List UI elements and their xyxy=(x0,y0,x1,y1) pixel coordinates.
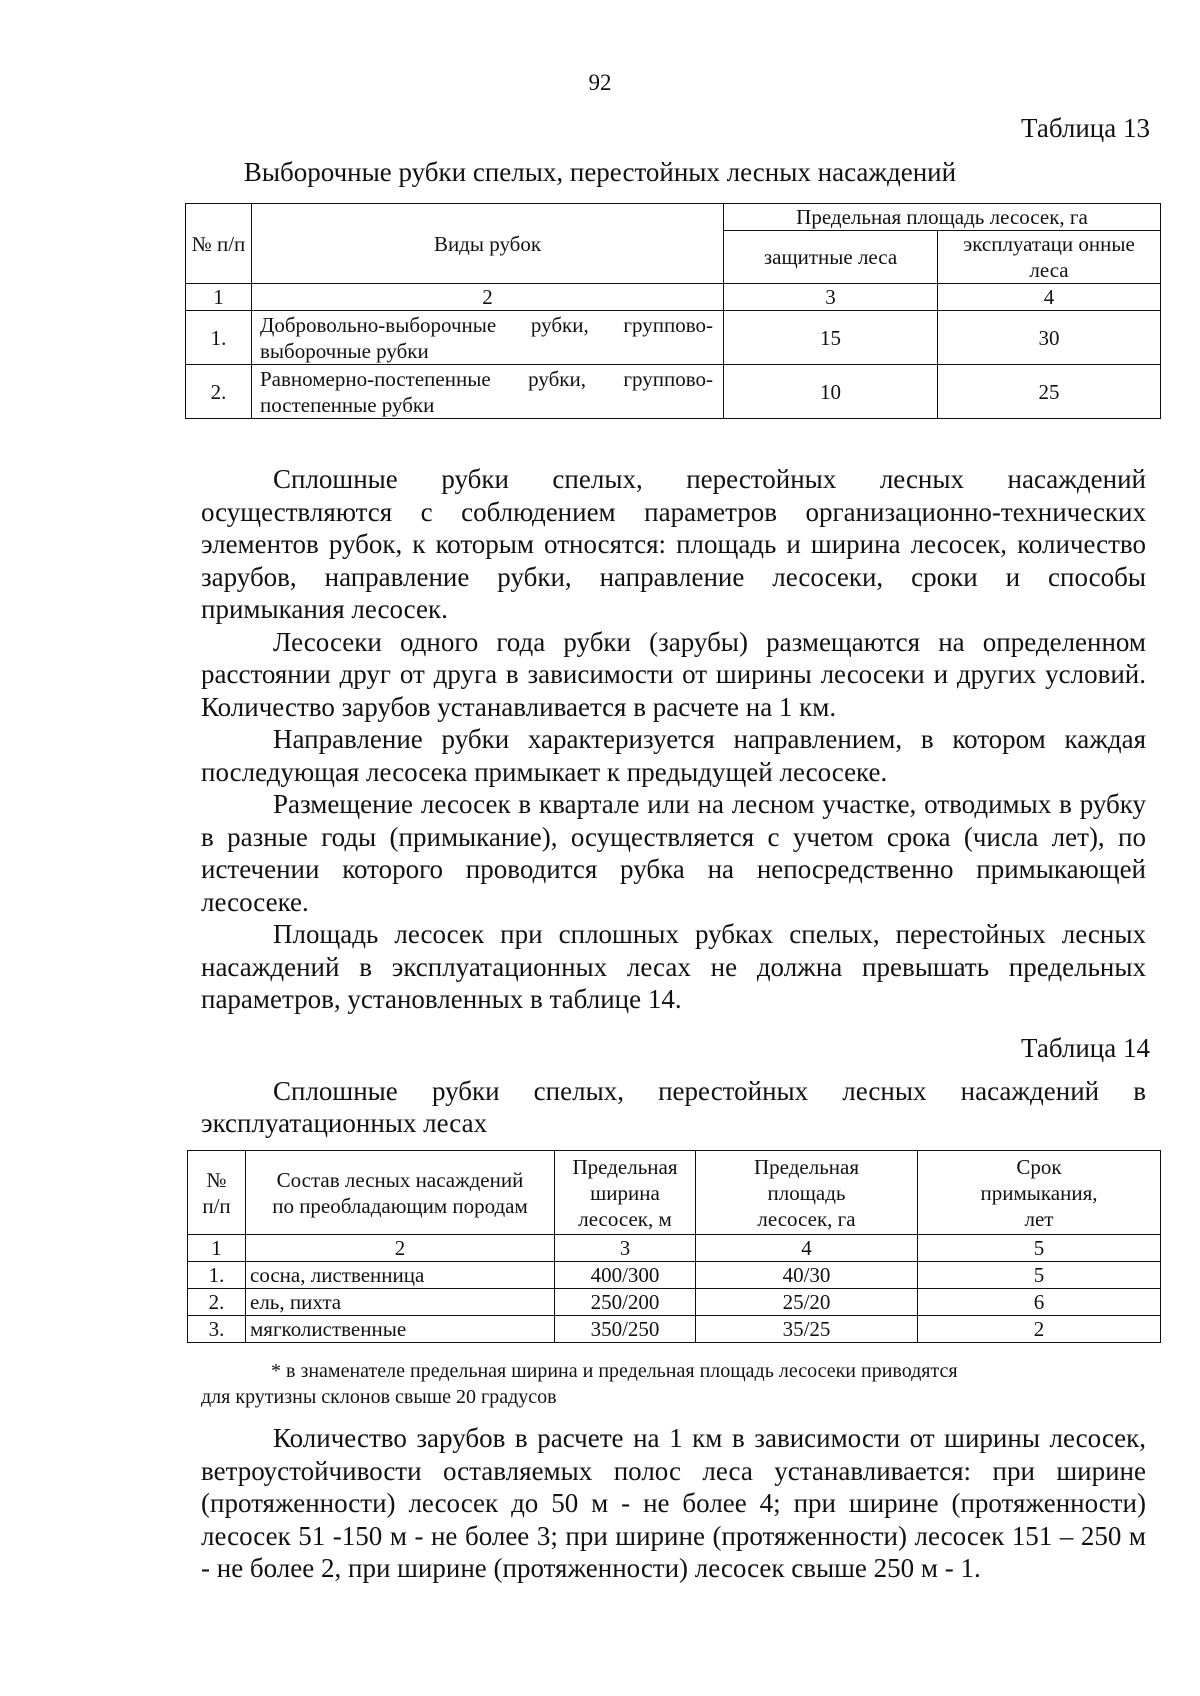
table-13-header-num: № п/п xyxy=(186,204,252,284)
table-13-header-exploitation: эксплуатаци онные леса xyxy=(938,231,1161,284)
table-14-cell-width: 400/300 xyxy=(555,1262,696,1289)
table-13-index-cell: 4 xyxy=(938,284,1161,311)
table-14-cell-term: 5 xyxy=(918,1262,1161,1289)
table-14-cell-composition: сосна, лиственница xyxy=(246,1262,555,1289)
table-14-index-cell: 2 xyxy=(246,1235,555,1262)
table-14-index-cell: 4 xyxy=(696,1235,918,1262)
table-14-cell-width: 250/200 xyxy=(555,1289,696,1316)
table-14-cell-area: 35/25 xyxy=(696,1316,918,1343)
table-14-header-num: № п/п xyxy=(188,1151,246,1235)
table-13-header-area-group: Предельная площадь лесосек, га xyxy=(724,204,1161,231)
table-row xyxy=(186,365,1161,419)
main-text xyxy=(201,463,1146,1016)
table-13-cell-exploitation: 30 xyxy=(938,311,1161,365)
table-row xyxy=(188,1316,1161,1343)
table-13-cell-exploitation: 25 xyxy=(938,365,1161,419)
table-13-index-cell: 2 xyxy=(252,284,724,311)
table-13-index-cell: 1 xyxy=(186,284,252,311)
table-13-cell-num: 1. xyxy=(186,311,252,365)
table-14-cell-term: 6 xyxy=(918,1289,1161,1316)
table-13-cell-protective: 10 xyxy=(724,365,938,419)
paragraph: Лесосеки одного года рубки (зарубы) размещаются на определенном расстоянии друг от друга в зависимости от ширины лесосеки и других условий. Количество зарубов устанавливается в расчете на 1 км. xyxy=(201,626,1146,722)
paragraph: Площадь лесосек при сплошных рубках спелых, перестойных лесных насаждений в эксплуатационных лесах не должна превышать предельных параметров, установленных в таблице 14. xyxy=(201,919,1146,1014)
table-13-cell-type: Добровольно-выборочные рубки, группово-выборочные рубки xyxy=(252,311,724,365)
table-14-header-width: Предельная ширина лесосек, м xyxy=(555,1151,696,1235)
table-13-cell-num: 2. xyxy=(186,365,252,419)
table-14-cell-area: 40/30 xyxy=(696,1262,918,1289)
table-14-cell-area: 25/20 xyxy=(696,1289,918,1316)
table-13-index-cell: 3 xyxy=(724,284,938,311)
table-14-cell-width: 350/250 xyxy=(555,1316,696,1343)
table-row xyxy=(186,311,1161,365)
table-14-label: Таблица 14 xyxy=(1021,1033,1150,1063)
table-14-cell-composition: ель, пихта xyxy=(246,1289,555,1316)
table-14-index-cell: 5 xyxy=(918,1235,1161,1262)
table-13-label: Таблица 13 xyxy=(1021,113,1150,143)
table-13-cell-type: Равномерно-постепенные рубки, группово-постепенные рубки xyxy=(252,365,724,419)
page-number: 92 xyxy=(588,70,612,95)
table-14-cell-num: 1. xyxy=(188,1262,246,1289)
paragraph: Сплошные рубки спелых, перестойных лесных насаждений осуществляются с соблюдением параметров организационно-технических элементов рубок, к которым относятся: площадь и ширина лесосек, количество зарубов, направление рубки, направление лесосеки, сроки и способы примыкания лесосек. xyxy=(201,464,1146,624)
table-13-cell-protective: 15 xyxy=(724,311,938,365)
paragraph: Размещение лесосек в квартале или на лесном участке, отводимых в рубку в разные годы (примыкание), осуществляется с учетом срока (числа лет), по истечении которого проводится рубка на непосредственно примыкающей лесосеке. xyxy=(201,789,1146,917)
table-14-header-term: Срок примыкания, лет xyxy=(918,1151,1161,1235)
table-13-header-protective: защитные леса xyxy=(724,231,938,284)
table-14-cell-term: 2 xyxy=(918,1316,1161,1343)
table-13-header-types: Виды рубок xyxy=(252,204,724,284)
footnote-line-1: * в знаменателе предельная ширина и предельная площадь лесосеки приводятся xyxy=(271,1360,958,1382)
table-13 xyxy=(185,203,1161,419)
footnote xyxy=(201,1358,1101,1410)
table-14-header-area: Предельная площадь лесосек, га xyxy=(696,1151,918,1235)
paragraph: Направление рубки характеризуется направлением, в котором каждая последующая лесосека примыкает к предыдущей лесосеке. xyxy=(201,724,1146,787)
paragraph: Количество зарубов в расчете на 1 км в зависимости от ширины лесосек, ветроустойчивости оставляемых полос леса устанавливается: при ширине (протяженности) лесосек до 50 м - не более 4; при ширине (протяженности) лесосек 51 -150 м - не более 3; при ширине (протяженности) лесосек 151 – 250 м - не более 2, при ширине (протяженности) лесосек свыше 250 м - 1. xyxy=(201,1423,1146,1583)
footnote-line-2: для крутизны склонов свыше 20 градусов xyxy=(201,1386,557,1408)
table-13-title: Выборочные рубки спелых, перестойных лесных насаждений xyxy=(243,157,957,187)
table-14-header-composition: Состав лесных насаждений по преобладающим породам xyxy=(246,1151,555,1235)
final-text xyxy=(201,1422,1146,1585)
table-14-title xyxy=(201,1075,1146,1139)
table-row xyxy=(188,1289,1161,1316)
table-14-cell-num: 3. xyxy=(188,1316,246,1343)
table-14 xyxy=(187,1150,1161,1343)
table-14-cell-composition: мягколиственные xyxy=(246,1316,555,1343)
table-14-index-cell: 3 xyxy=(555,1235,696,1262)
table-14-index-cell: 1 xyxy=(188,1235,246,1262)
table-row xyxy=(188,1262,1161,1289)
table-14-cell-num: 2. xyxy=(188,1289,246,1316)
table-14-title-text: Сплошные рубки спелых, перестойных лесных насаждений в эксплуатационных лесах xyxy=(201,1076,1146,1138)
